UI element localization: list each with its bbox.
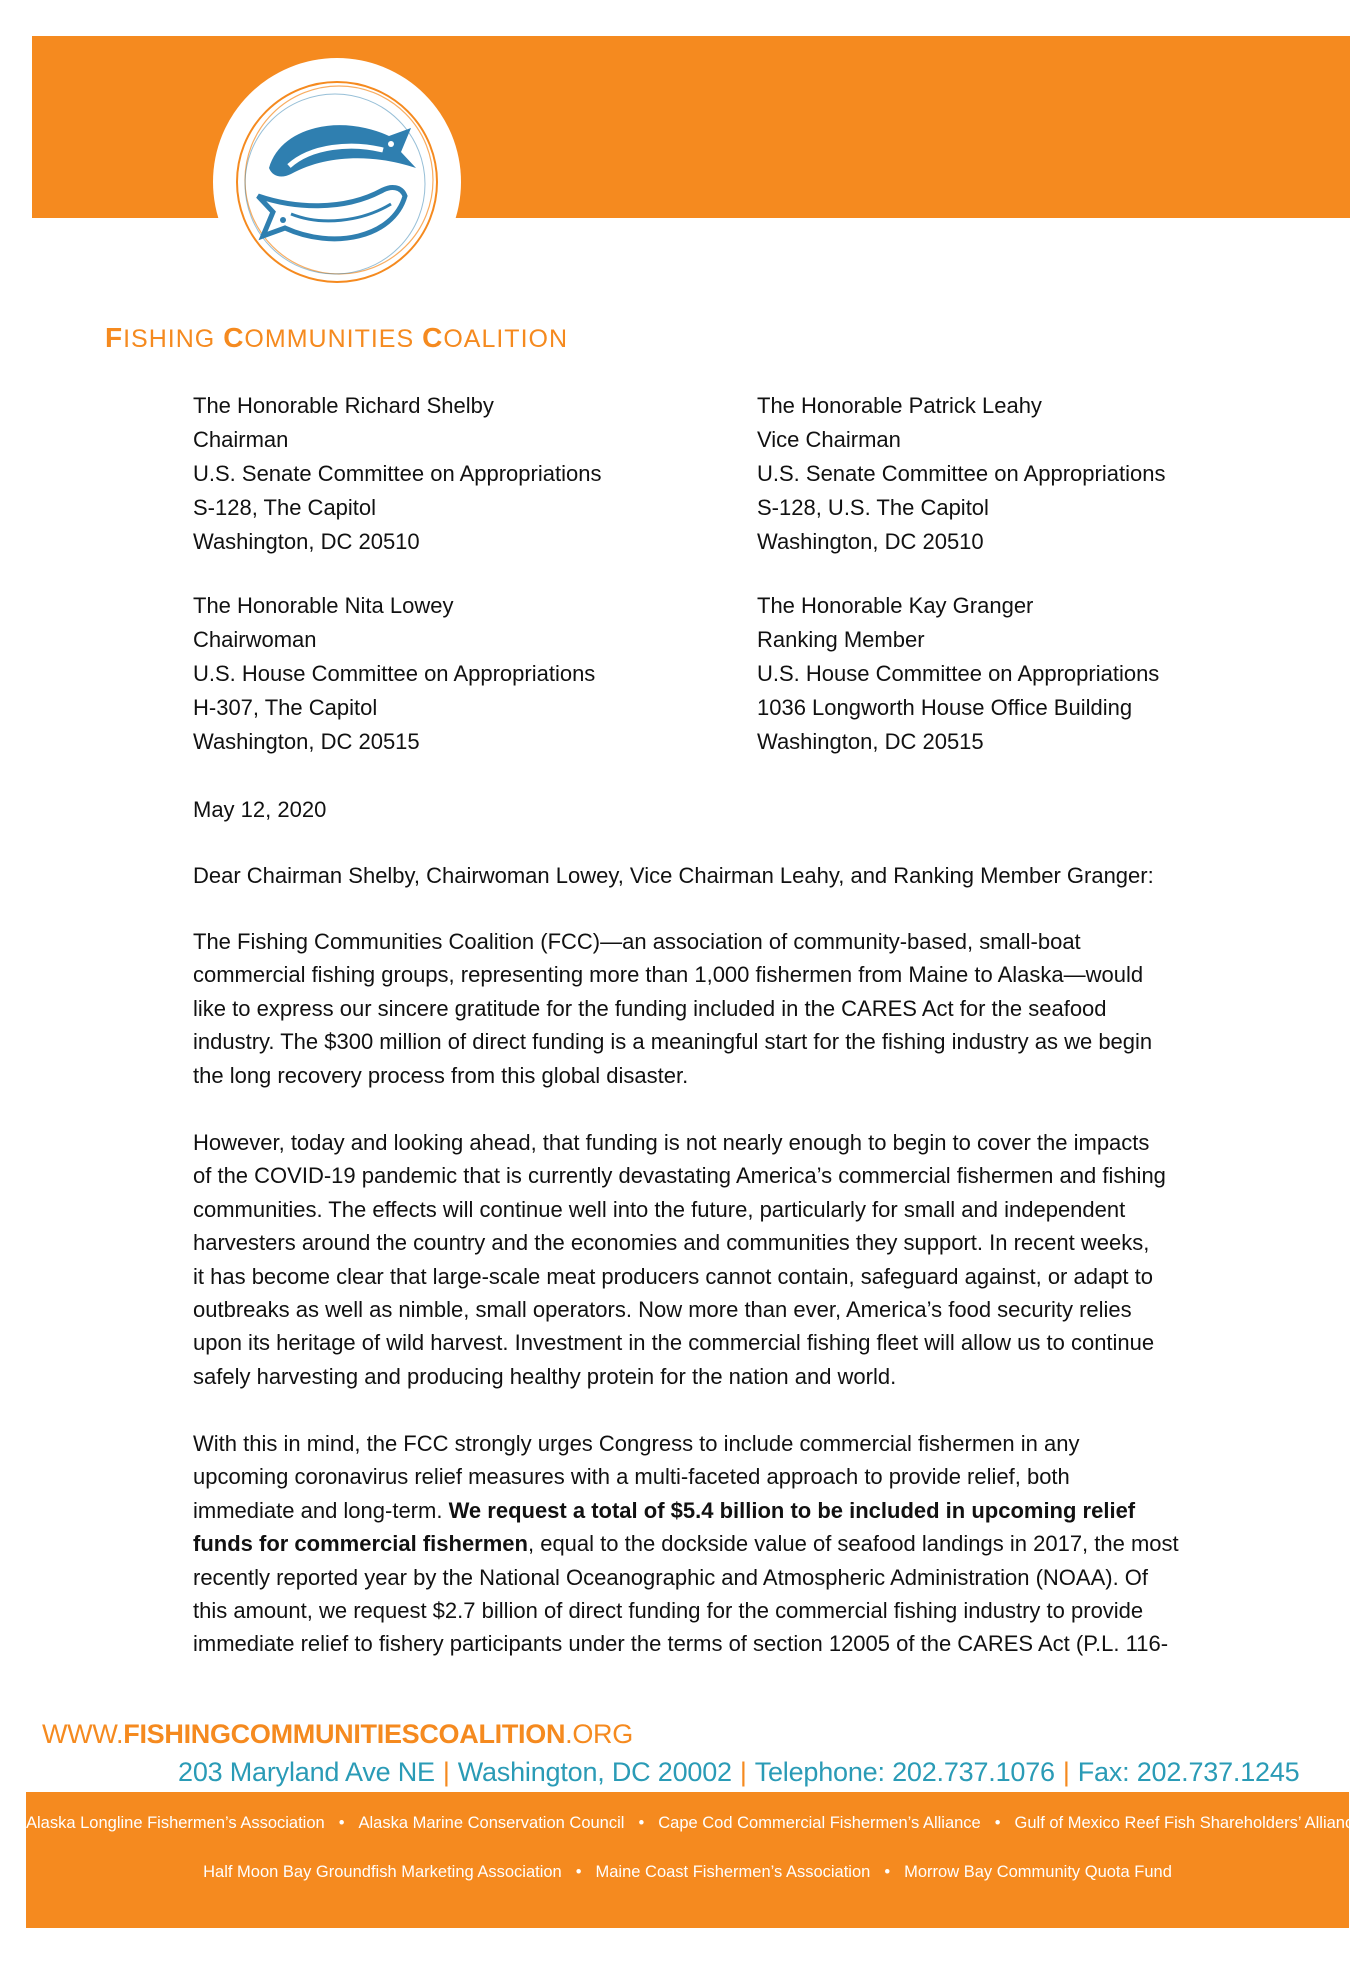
org-name-part: OMMUNITIES [244, 325, 423, 353]
bullet: • [338, 1814, 345, 1832]
text-line: funds for commercial fishermen, equal to the dockside value of seafood landings in 2017, the most [193, 1531, 1179, 1557]
separator: | [442, 1757, 450, 1787]
text-line: recently reported year by the National Oceanographic and Atmospheric Administration (NOAA). Of [193, 1564, 1149, 1590]
addressee-line: The Honorable Richard Shelby [193, 393, 494, 418]
letter-date: May 12, 2020 [193, 797, 327, 822]
addressee-line: Washington, DC 20515 [757, 729, 984, 754]
addressee-leahy [757, 389, 1165, 559]
text-line: commercial fishing groups, representing more than 1,000 fishermen from Maine to Alaska—would [193, 962, 1144, 988]
street-address: 203 Maryland Ave NE [178, 1757, 435, 1787]
url-prefix: WWW. [42, 1719, 124, 1749]
member-name: Half Moon Bay Groundfish Marketing Association [203, 1863, 562, 1881]
org-name-part: OALITION [443, 325, 569, 353]
paragraph-1 [193, 925, 1203, 1092]
bullet: • [575, 1863, 582, 1881]
addressee-line: S-128, U.S. The Capitol [757, 495, 989, 520]
addressee-line: 1036 Longworth House Office Building [757, 695, 1133, 720]
members-row-2 [26, 1863, 1349, 1882]
footer-band [26, 1792, 1363, 1928]
text-line: safely harvesting and producing healthy protein for the nation and world. [193, 1363, 897, 1389]
addressee-shelby [193, 389, 601, 559]
bullet: • [884, 1863, 891, 1881]
text-line: communities. The effects will continue well into the future, particularly for small and independent [193, 1196, 1126, 1222]
addressee-line: U.S. House Committee on Appropriations [757, 661, 1160, 686]
text-line: this amount, we request $2.7 billion of direct funding for the commercial fishing industry to provide [193, 1597, 1144, 1623]
logo [211, 56, 463, 308]
member-name: Morrow Bay Community Quota Fund [904, 1863, 1172, 1881]
org-name-part: ISHING [123, 325, 224, 353]
text-line: With this in mind, the FCC strongly urges Congress to include commercial fishermen in any [193, 1431, 1080, 1456]
separator: | [1062, 1757, 1070, 1787]
bold-request: funds for commercial fishermen [193, 1531, 528, 1557]
url-suffix: .ORG [565, 1719, 633, 1749]
addressee-line: Washington, DC 20510 [193, 529, 420, 554]
text-line: outbreaks as well as nimble, small operators. Now more than ever, America’s food security relies [193, 1296, 1132, 1322]
addressee-line: The Honorable Patrick Leahy [757, 393, 1042, 418]
org-name-part: F [105, 322, 124, 353]
addressee-line: Chairwoman [193, 627, 317, 652]
website-link[interactable] [42, 1719, 633, 1750]
member-name: Gulf of Mexico Reef Fish Shareholders’ Alliance [1014, 1814, 1363, 1832]
paragraph-2 [193, 1126, 1203, 1393]
member-name: Alaska Marine Conservation Council [358, 1814, 625, 1832]
addressee-line: Ranking Member [757, 627, 925, 652]
org-name [105, 322, 568, 354]
text-line: upon its heritage of wild harvest. Investment in the commercial fishing fleet will allow us to continue [193, 1330, 1155, 1356]
bullet: • [638, 1814, 645, 1832]
text-line: it has become clear that large-scale meat producers cannot contain, safeguard against, or adapt to [193, 1263, 1154, 1289]
addressee-line: U.S. Senate Committee on Appropriations [757, 461, 1166, 486]
members-row-1 [26, 1814, 1363, 1833]
text-line: the long recovery process from this global disaster. [193, 1062, 689, 1088]
text-line: The Fishing Communities Coalition (FCC)—an association of community-based, small-boat [193, 929, 1081, 954]
addressee-line: The Honorable Kay Granger [757, 593, 1034, 618]
addressee-line: S-128, The Capitol [193, 495, 377, 520]
addressee-line: The Honorable Nita Lowey [193, 593, 454, 618]
addressee-lowey [193, 589, 595, 759]
addressee-granger [757, 589, 1159, 759]
member-name: Cape Cod Commercial Fishermen’s Alliance [658, 1814, 981, 1832]
addressee-line: Washington, DC 20515 [193, 729, 420, 754]
contact-line [178, 1757, 1299, 1788]
text-line: industry. The $300 million of direct funding is a meaningful start for the fishing industry as we begin [193, 1029, 1153, 1055]
org-name-part: C [223, 322, 245, 353]
fish-logo-icon [211, 56, 463, 308]
text-line: immediate and long-term. We request a total of $5.4 billion to be included in upcoming relief [193, 1497, 1136, 1523]
fax: Fax: 202.737.1245 [1077, 1757, 1300, 1787]
url-main: FISHINGCOMMUNITIESCOALITION [123, 1719, 566, 1749]
paragraph-3 [193, 1427, 1203, 1661]
bold-request: We request a total of $5.4 billion to be included in upcoming relief [448, 1497, 1136, 1523]
city-address: Washington, DC 20002 [457, 1757, 732, 1787]
text-line: immediate relief to fishery participants under the terms of section 12005 of the CARES Act (P.L. 116- [193, 1631, 1169, 1657]
telephone: Telephone: 202.737.1076 [754, 1757, 1055, 1787]
separator: | [739, 1757, 747, 1787]
addressee-line: Chairman [193, 427, 289, 452]
text-line: harvesters around the country and the economies and communities they support. In recent weeks, [193, 1230, 1150, 1256]
text-line: like to express our sincere gratitude for the funding included in the CARES Act for the seafood [193, 995, 1107, 1021]
addressee-line: H-307, The Capitol [193, 695, 378, 720]
text-line: upcoming coronavirus relief measures with a multi-faceted approach to provide relief, both [193, 1464, 1070, 1490]
org-name-part: C [422, 322, 444, 353]
addressee-line: U.S. House Committee on Appropriations [193, 661, 596, 686]
text-line: However, today and looking ahead, that funding is not nearly enough to begin to cover the impacts [193, 1130, 1150, 1155]
addressee-line: Washington, DC 20510 [757, 529, 984, 554]
text-line: of the COVID-19 pandemic that is currently devastating America’s commercial fishermen and fishing [193, 1163, 1166, 1189]
addressee-line: U.S. Senate Committee on Appropriations [193, 461, 602, 486]
bullet: • [994, 1814, 1001, 1832]
addressee-line: Vice Chairman [757, 427, 901, 452]
member-name: Alaska Longline Fishermen’s Association [26, 1814, 325, 1832]
member-name: Maine Coast Fishermen’s Association [595, 1863, 871, 1881]
salutation: Dear Chairman Shelby, Chairwoman Lowey, Vice Chairman Leahy, and Ranking Member Granger: [193, 863, 1154, 888]
